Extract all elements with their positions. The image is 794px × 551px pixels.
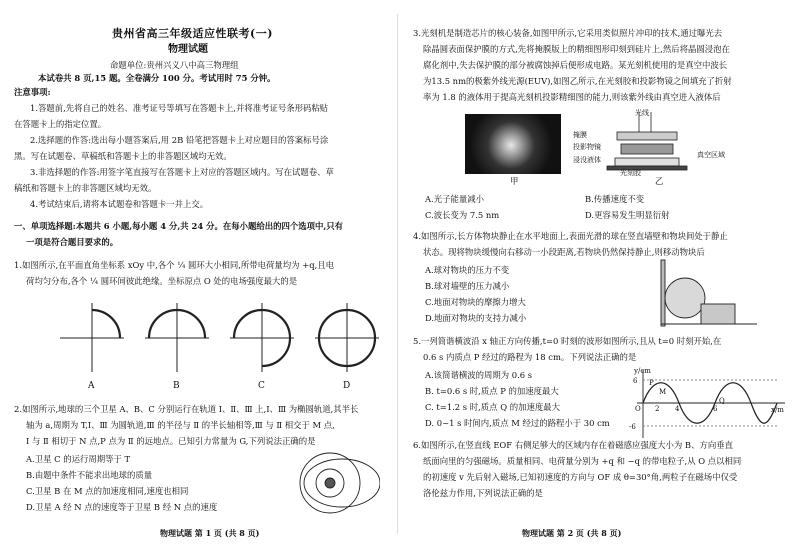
question-3-line: 率为 1.8 的液体用于提高光刻机投影精细图的能力,则该紫外线由真空进入液体后 [423, 92, 721, 102]
option-label: D [343, 381, 351, 391]
question-4-option: A.球对物块的压力不变 [425, 265, 510, 275]
diagram-label: 光线 [635, 109, 649, 117]
figure-caption: 乙 [655, 176, 664, 186]
question-5-option: D. 0~1 s 时间内,质点 M 经过的路程小于 30 cm [425, 418, 610, 428]
author-line: 命题单位:贵州兴义八中高三物理组 [110, 60, 239, 70]
notice-line: 4.考试结束后,请将本试题卷和答题卡一并上交。 [30, 199, 209, 209]
question-1-line: 荷均匀分布,各个 ¼ 圆环间彼此绝缘。坐标原点 O 处的电场强度最大的是 [26, 276, 298, 286]
question-6-line: 纸面向里的匀强磁场。质量相同、电荷量分别为 +q 和 −q 的带电粒子,从 O 点以相同 [423, 456, 742, 466]
graph-point: Q [719, 397, 725, 405]
exam-title: 贵州省高三年级适应性联考(一) [112, 27, 273, 40]
question-3-option: D.更容易发生明显衍射 [585, 210, 670, 220]
notice-line: 黑。写在试题卷、草稿纸和答题卡上的非答题区域均无效。 [14, 151, 232, 161]
graph-tick: -6 [629, 423, 636, 431]
ball-block-figure [659, 258, 759, 330]
orbit-figure [290, 443, 380, 523]
question-6-line: 的初速度 v 先后射入磁场,已知初速度的方向与 OF 成 θ=30°角,两粒子在磁场中仅受 [423, 472, 738, 482]
option-label: C [258, 381, 265, 391]
question-5-line: 0.6 s 内质点 P 经过的路程为 18 cm。下列说法正确的是 [423, 352, 637, 362]
question-2-option: D.卫星 A 经 N 点的速度等于卫星 B 经 N 点的速度 [26, 502, 218, 512]
question-2-option: B.由题中条件不能求出地球的质量 [26, 470, 153, 480]
graph-label: x/m [771, 406, 784, 414]
graph-tick: 6 [633, 377, 638, 385]
question-2-line: Ⅰ 与 Ⅱ 相切于 N 点,P 点为 Ⅱ 的远地点。已知引力常量为 G,下列说法正确的是 [26, 436, 316, 446]
graph-label: y/cm [634, 367, 651, 375]
figure-caption: 甲 [510, 176, 519, 186]
notice-heading: 注意事项: [14, 87, 51, 97]
question-4-option: D.地面对物块的支持力减小 [425, 313, 527, 323]
graph-tick: 6 [713, 405, 718, 413]
page-2 [397, 0, 794, 551]
question-1-line: 1.如图所示,在平面直角坐标系 xOy 中,各个 ¼ 圆环大小相同,所带电荷量均为 +q,且电 [14, 260, 335, 270]
question-3-option: A.光子能量减小 [425, 194, 484, 204]
question-1-figures [60, 298, 390, 380]
page-footer: 物理试题 第 1 页 (共 8 页) [160, 528, 260, 538]
graph-tick: 4 [675, 405, 680, 413]
graph-point: M [659, 388, 667, 396]
notice-line: 1.答题前,先将自己的姓名、准考证号等填写在答题卡上,并将准考证号条形码粘贴 [30, 103, 329, 113]
question-5-line: 5.一列简谐横波沿 x 轴正方向传播,t=0 时刻的波形如图所示,且从 t=0 时刻开始,在 [413, 336, 722, 346]
diagram-label: 投影物镜 [573, 143, 601, 151]
exam-info: 本试卷共 8 页,15 题。全卷满分 100 分。考试用时 75 分钟。 [38, 73, 276, 83]
question-2-line: 轴为 a,周期为 T,Ⅰ、Ⅲ 为圆轨道,Ⅲ 的半径与 Ⅱ 的半长轴相等,Ⅲ 与 Ⅱ 相交于 M 点, [26, 420, 335, 430]
option-label: A [88, 381, 95, 391]
question-4-line: 4.如图所示,长方体物块静止在水平地面上,表面光滑的球在竖直墙壁和物块间处于静止 [413, 231, 728, 241]
question-4-line: 状态。现将物块缓慢向右移动一小段距离,若物块仍然保持静止,则移动物块后 [423, 247, 705, 257]
question-5-option: B. t=0.6 s 时,质点 P 的加速度最大 [425, 386, 559, 396]
lithography-photo [465, 114, 561, 174]
notice-line: 2.选择题的作答:选出每小题答案后,用 2B 铅笔把答题卡上对应题目的答案标号涂 [30, 135, 329, 145]
notice-line: 稿纸和答题卡上的非答题区域均无效。 [14, 183, 157, 193]
question-4-option: B.球对墙壁的压力减小 [425, 281, 510, 291]
diagram-label: 真空区域 [697, 151, 725, 159]
graph-point: P [649, 379, 654, 387]
diagram-label: 光刻胶 [620, 169, 641, 177]
option-label: B [173, 381, 180, 391]
page-footer: 物理试题 第 2 页 (共 8 页) [522, 528, 622, 538]
notice-line: 在答题卡上的指定位置。 [14, 119, 107, 129]
section-heading-cont: 一项是符合题目要求的。 [26, 237, 119, 247]
question-3-line: 为13.5 nm的极紫外线光源(EUV),如图乙所示,在光刻胶和投影物镜之间填充了折射 [423, 76, 732, 86]
question-3-option: C.波长变为 7.5 nm [425, 210, 500, 220]
exam-subtitle: 物理试题 [168, 44, 208, 55]
diagram-label: 掩膜 [573, 131, 587, 139]
question-2-line: 2.如图所示,地球的三个卫星 A、B、C 分别运行在轨道 Ⅰ、Ⅱ、Ⅲ 上,Ⅰ、Ⅲ 为椭圆轨道,其半长 [14, 404, 359, 414]
diagram-label: 浸没液体 [573, 156, 601, 164]
question-6-line: 6.如图所示,在竖直线 EOF 右侧足够大的区域内存在着磁感应强度大小为 B、方向垂直 [413, 440, 733, 450]
notice-line: 3.非选择题的作答:用签字笔直接写在答题卡上对应的答题区域内。写在试题卷、草 [30, 167, 334, 177]
question-2-option: A.卫星 C 的运行周期等于 T [26, 454, 131, 464]
question-2-option: C.卫星 B 在 M 点的加速度相同,速度也相同 [26, 486, 189, 496]
section-heading: 一、单项选择题:本题共 6 小题,每小题 4 分,共 24 分。在每小题给出的四个选项中,只有 [14, 221, 344, 231]
graph-tick: 2 [655, 405, 660, 413]
question-3-line: 除晶圆表面保护膜的方式,先将掩膜版上的精细图形印刻到硅片上,然后将晶圆浸泡在 [423, 44, 730, 54]
question-3-option: B.传播速度不变 [585, 194, 645, 204]
question-5-option: A.该简谐横波的周期为 0.6 s [425, 370, 533, 380]
question-5-option: C. t=1.2 s 时,质点 Q 的加速度最大 [425, 402, 560, 412]
graph-point: O [635, 405, 641, 413]
question-4-option: C.地面对物块的摩擦力增大 [425, 297, 526, 307]
question-3-line: 腐化剂中,失去保护膜的部分被腐蚀掉后便形成电路。某光刻机使用的是真空中波长 [423, 60, 728, 70]
question-3-line: 3.光刻机是制造芯片的核心装备,如图甲所示,它采用类似照片冲印的技术,通过曝光去 [413, 28, 723, 38]
question-6-line: 洛伦兹力作用,下列说法正确的是 [423, 488, 543, 498]
